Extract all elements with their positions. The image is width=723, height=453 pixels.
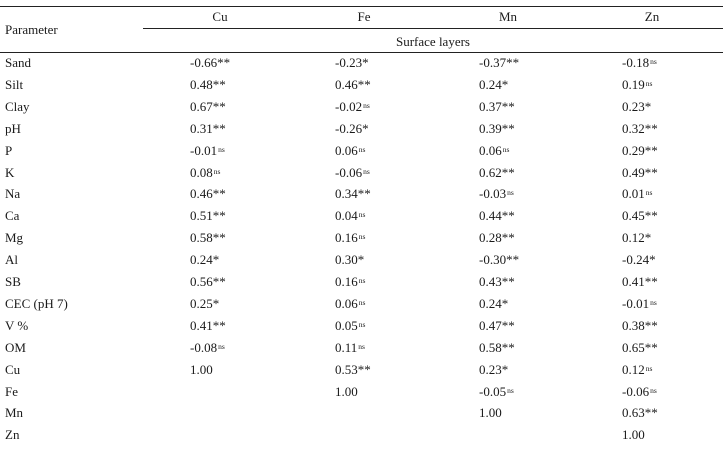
cell-value: 0.53** — [335, 361, 371, 377]
cell-cu — [190, 165, 220, 183]
cell-mn — [479, 55, 519, 71]
cell-value: -0.03 — [479, 186, 507, 202]
cell-cu — [190, 143, 225, 161]
cell-value: 0.65** — [622, 339, 658, 355]
cell-value: 1.00 — [190, 361, 213, 377]
cell-fe — [335, 384, 358, 400]
cell-cu — [190, 208, 226, 224]
cell-value: 0.16 — [335, 274, 358, 289]
cell-mn — [479, 143, 509, 161]
row-label: V % — [5, 317, 29, 333]
cell-mn — [479, 99, 515, 115]
significance-marker: ns — [358, 276, 366, 285]
cell-value: -0.18 — [622, 55, 650, 70]
cell-value: 1.00 — [622, 427, 645, 443]
cell-value: 0.58** — [479, 339, 515, 355]
cell-value: 0.44** — [479, 208, 515, 224]
cell-mn — [479, 165, 515, 181]
significance-marker: ns — [645, 78, 653, 88]
cell-value: -0.02 — [335, 98, 363, 114]
cell-cu — [190, 186, 226, 202]
cell-value: 0.48** — [190, 76, 226, 92]
significance-marker: ns — [645, 363, 653, 373]
significance-marker: ns — [502, 144, 510, 154]
significance-marker: ns — [218, 341, 225, 351]
significance-marker: ns — [507, 188, 514, 198]
cell-fe — [335, 340, 365, 358]
column-header-zn: Zn — [644, 9, 660, 24]
significance-marker: ns — [358, 232, 366, 242]
cell-zn — [622, 55, 657, 73]
cell-value: -0.23* — [335, 55, 369, 70]
cell-fe — [335, 274, 365, 292]
cell-value: 0.08 — [190, 164, 213, 180]
cell-zn — [622, 77, 652, 95]
cell-zn — [622, 165, 658, 181]
cell-value: 0.41** — [622, 274, 658, 289]
cell-cu — [190, 55, 230, 71]
row-label: Silt — [5, 76, 24, 92]
cell-value: 0.24* — [479, 76, 509, 92]
cell-value: 0.16 — [335, 230, 358, 246]
cell-cu — [190, 274, 226, 290]
cell-mn — [479, 296, 508, 312]
cell-cu — [190, 99, 226, 115]
cell-value: 0.43** — [479, 274, 515, 289]
cell-value: 0.04 — [335, 208, 358, 224]
row-label: Cu — [5, 361, 21, 377]
significance-marker: ns — [650, 57, 657, 66]
cell-fe — [335, 55, 369, 71]
column-header-cu: Cu — [212, 9, 228, 24]
significance-marker: ns — [218, 144, 225, 154]
cell-mn — [479, 384, 514, 402]
cell-fe — [335, 318, 365, 336]
cell-fe — [335, 186, 371, 202]
cell-zn — [622, 99, 651, 115]
cell-value: -0.01 — [190, 142, 218, 158]
cell-mn — [479, 186, 514, 204]
cell-zn — [622, 208, 658, 224]
row-label: Mg — [5, 230, 24, 246]
cell-value: -0.01 — [622, 295, 650, 311]
row-label: Mn — [5, 405, 24, 421]
cell-value: -0.05 — [479, 383, 507, 399]
significance-marker: ns — [358, 144, 366, 154]
row-label: OM — [5, 339, 26, 355]
significance-marker: ns — [650, 297, 657, 307]
cell-value: -0.26* — [335, 120, 369, 136]
cell-cu — [190, 362, 213, 378]
cell-value: 0.46** — [335, 76, 371, 92]
row-label: Na — [5, 186, 21, 202]
cell-mn — [479, 77, 508, 93]
cell-value: 0.37** — [479, 98, 515, 114]
cell-mn — [479, 230, 515, 246]
cell-zn — [622, 186, 652, 204]
cell-value: 0.39** — [479, 120, 515, 136]
cell-value: 0.06 — [335, 295, 358, 311]
cell-zn — [622, 318, 658, 334]
row-label: pH — [5, 120, 21, 136]
cell-zn — [622, 274, 658, 290]
cell-value: 0.25* — [190, 295, 220, 311]
significance-marker: ns — [358, 319, 366, 329]
cell-mn — [479, 274, 515, 290]
cell-value: 0.06 — [479, 142, 502, 158]
significance-marker: ns — [507, 385, 514, 395]
row-label: Fe — [5, 383, 18, 399]
cell-value: 0.24* — [479, 295, 509, 311]
row-label: Clay — [5, 98, 30, 114]
cell-value: 0.11 — [335, 339, 358, 355]
cell-zn — [622, 230, 651, 246]
cell-value: 0.06 — [335, 142, 358, 158]
column-header-mn: Mn — [498, 9, 518, 24]
header-bottom-rule — [0, 52, 723, 53]
cell-value: 0.49** — [622, 164, 658, 180]
parameter-header: Parameter — [5, 22, 58, 37]
cell-cu — [190, 230, 226, 246]
cell-value: 0.19 — [622, 76, 645, 92]
cell-fe — [335, 252, 364, 268]
cell-zn — [622, 405, 658, 421]
header-divider — [143, 28, 723, 29]
row-label: K — [5, 164, 15, 180]
cell-value: 1.00 — [479, 405, 502, 421]
cell-value: -0.24* — [622, 252, 656, 268]
cell-value: 0.56** — [190, 274, 226, 289]
cell-zn — [622, 143, 658, 159]
cell-value: 0.23* — [479, 361, 509, 377]
cell-value: 0.05 — [335, 317, 358, 333]
significance-marker: ns — [213, 166, 221, 176]
row-label: SB — [5, 274, 21, 289]
cell-value: 0.58** — [190, 230, 226, 246]
column-header-fe: Fe — [357, 9, 371, 24]
row-label: Al — [5, 252, 18, 268]
cell-value: 0.30* — [335, 252, 365, 268]
significance-marker: ns — [363, 166, 370, 176]
cell-value: 0.31** — [190, 120, 226, 136]
cell-fe — [335, 230, 365, 248]
cell-zn — [622, 252, 656, 268]
cell-cu — [190, 77, 226, 93]
cell-value: 0.38** — [622, 317, 658, 333]
cell-zn — [622, 121, 658, 137]
cell-zn — [622, 427, 645, 443]
cell-value: 0.12 — [622, 361, 645, 377]
significance-marker: ns — [358, 210, 366, 220]
cell-mn — [479, 340, 515, 356]
cell-value: 1.00 — [335, 383, 358, 399]
cell-mn — [479, 208, 515, 224]
significance-marker: ns — [358, 341, 365, 351]
cell-mn — [479, 318, 515, 334]
cell-value: -0.06 — [335, 164, 363, 180]
cell-cu — [190, 121, 226, 137]
significance-marker: ns — [650, 385, 657, 395]
cell-cu — [190, 340, 225, 358]
cell-fe — [335, 99, 370, 117]
cell-fe — [335, 165, 370, 183]
cell-value: 0.62** — [479, 164, 515, 180]
cell-fe — [335, 208, 365, 226]
cell-fe — [335, 296, 365, 314]
cell-value: 0.46** — [190, 186, 226, 202]
cell-value: 0.29** — [622, 142, 658, 158]
cell-value: -0.06 — [622, 383, 650, 399]
cell-value: 0.41** — [190, 317, 226, 333]
cell-value: -0.66** — [190, 55, 231, 70]
cell-mn — [479, 252, 519, 268]
cell-mn — [479, 405, 502, 421]
cell-value: -0.30** — [479, 252, 520, 268]
cell-zn — [622, 296, 657, 314]
row-label: Sand — [5, 55, 31, 70]
cell-value: 0.51** — [190, 208, 226, 224]
significance-marker: ns — [645, 188, 653, 198]
cell-value: -0.37** — [479, 55, 520, 70]
cell-mn — [479, 362, 508, 378]
cell-value: 0.63** — [622, 405, 658, 421]
cell-value: 0.67** — [190, 98, 226, 114]
cell-zn — [622, 340, 658, 356]
cell-value: 0.28** — [479, 230, 515, 246]
cell-value: 0.47** — [479, 317, 515, 333]
row-label: Ca — [5, 208, 20, 224]
row-label: Zn — [5, 427, 20, 443]
cell-zn — [622, 384, 657, 402]
cell-value: 0.34** — [335, 186, 371, 202]
cell-cu — [190, 296, 219, 312]
cell-cu — [190, 252, 219, 268]
cell-value: 0.01 — [622, 186, 645, 202]
subheader-surface-layers: Surface layers — [396, 34, 470, 49]
cell-value: 0.23* — [622, 98, 652, 114]
row-label: P — [5, 142, 13, 158]
cell-mn — [479, 121, 515, 137]
cell-cu — [190, 318, 226, 334]
cell-value: 0.24* — [190, 252, 220, 268]
cell-zn — [622, 362, 652, 380]
row-label: CEC (pH 7) — [5, 295, 68, 311]
cell-fe — [335, 121, 369, 137]
top-rule — [0, 6, 723, 7]
significance-marker: ns — [358, 297, 366, 307]
cell-value: 0.32** — [622, 120, 658, 136]
cell-value: 0.45** — [622, 208, 658, 224]
cell-fe — [335, 143, 365, 161]
significance-marker: ns — [363, 100, 370, 110]
cell-value: -0.08 — [190, 339, 218, 355]
cell-value: 0.12* — [622, 230, 652, 246]
cell-fe — [335, 362, 371, 378]
cell-fe — [335, 77, 371, 93]
